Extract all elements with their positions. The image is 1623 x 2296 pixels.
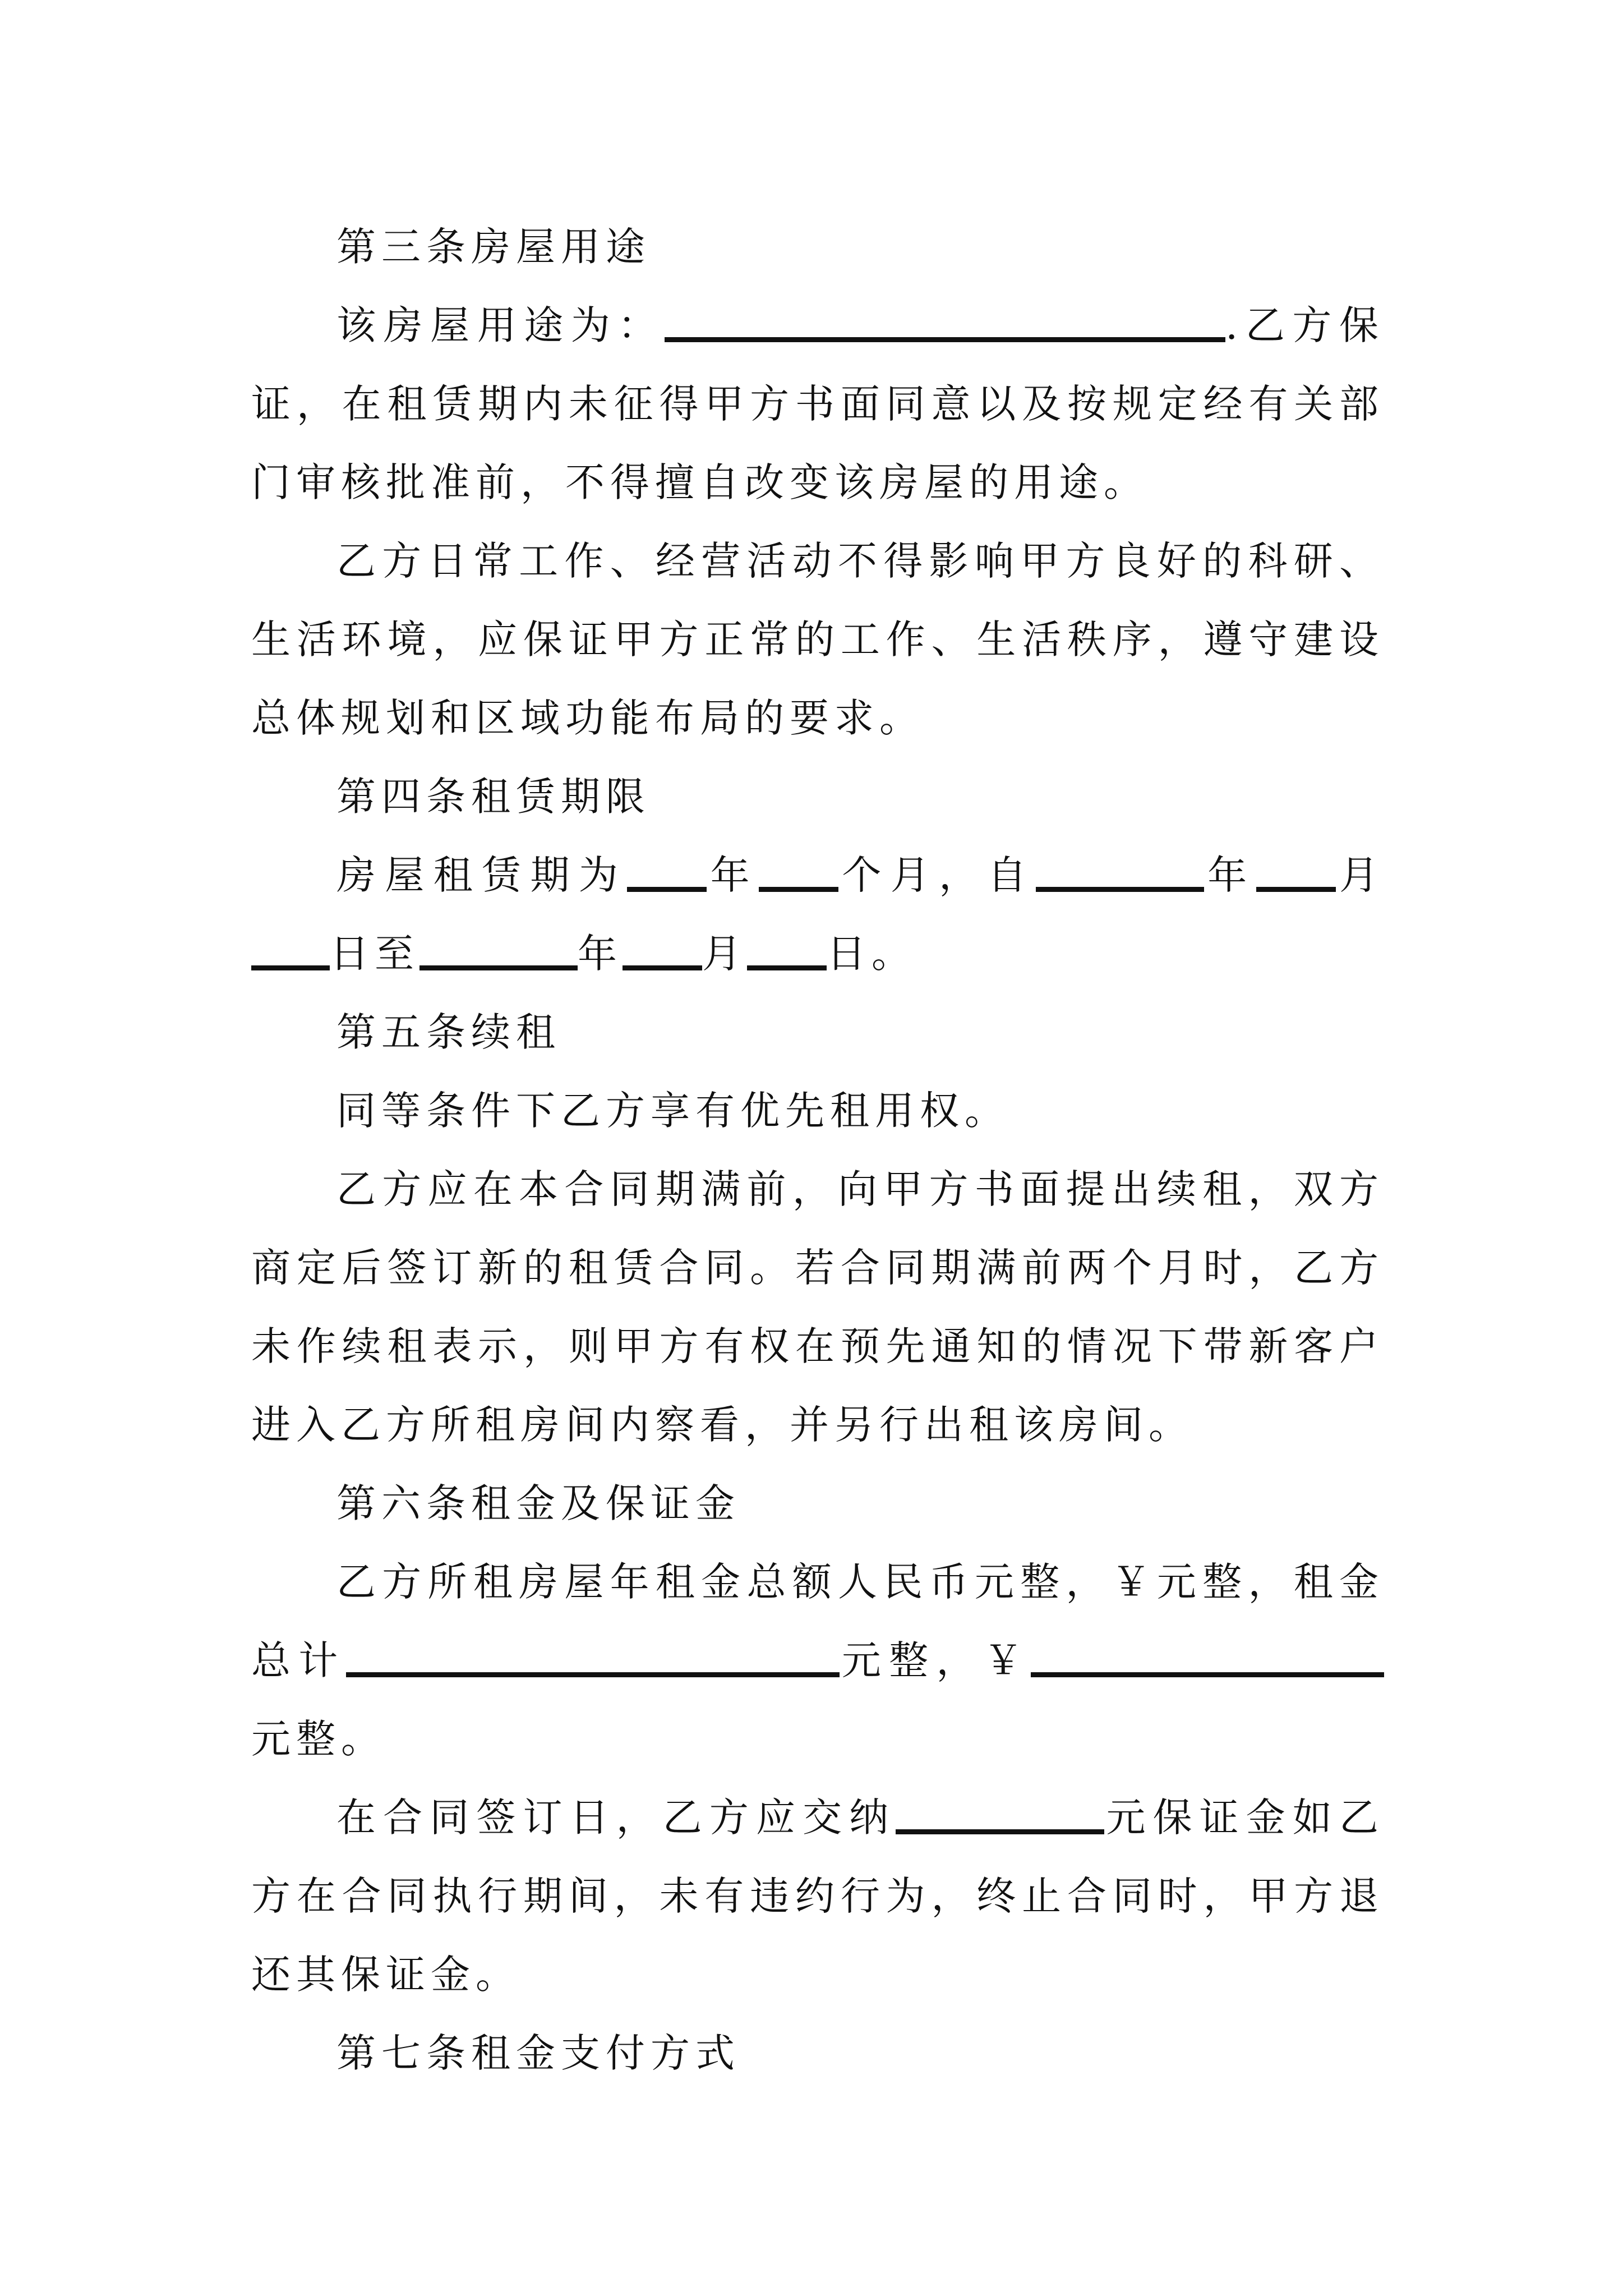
article-5-heading: 第五条续租 <box>336 1009 561 1055</box>
term-months-blank[interactable] <box>759 848 838 892</box>
article-4-term-paragraph: 房屋租赁期为 年 个月，自 年 月日至 年 月 日。 <box>251 836 1384 993</box>
article-5-renewal-paragraph: 乙方应在本合同期满前，向甲方书面提出续租，双方商定后签订新的租赁合同。若合同期满前两个月时，乙方未作续租表示，则甲方有权在预先通知的情况下带新客户进入乙方所租房间内察看，并另行出租该房间。 <box>251 1166 1384 1448</box>
contract-body <box>251 208 1384 2092</box>
total-rent-blank[interactable] <box>346 1633 840 1677</box>
article-6-deposit-paragraph: 在合同签订日，乙方应交纳 元保证金如乙方在合同执行期间，未有违约行为，终止合同时，甲方退还其保证金。 <box>251 1778 1384 2014</box>
start-month-blank[interactable] <box>1256 848 1336 892</box>
article-6-heading: 第六条租金及保证金 <box>336 1480 740 1526</box>
end-month-blank[interactable] <box>623 926 702 970</box>
article-5-priority-paragraph: 同等条件下乙方享有优先租用权。 <box>336 1088 1009 1134</box>
article-7-heading: 第七条租金支付方式 <box>336 2030 740 2076</box>
article-4-heading: 第四条租赁期限 <box>336 774 651 820</box>
end-year-blank[interactable] <box>419 926 578 970</box>
article-3-environment-paragraph: 乙方日常工作、经营活动不得影响甲方良好的科研、生活环境，应保证甲方正常的工作、生活秩序，遵守建设总体规划和区域功能布局的要求。 <box>251 538 1384 741</box>
usage-blank[interactable] <box>665 298 1225 342</box>
total-rent-yuan-blank[interactable] <box>1031 1633 1384 1677</box>
deposit-amount-blank[interactable] <box>896 1790 1104 1834</box>
article-6-rent-paragraph: 乙方所租房屋年租金总额人民币元整，￥元整，租金总计 元整，￥元整。 <box>251 1559 1384 1762</box>
term-years-blank[interactable] <box>627 848 707 892</box>
article-3-heading: 第三条房屋用途 <box>336 224 651 270</box>
article-3-usage-paragraph: 该房屋用途为： .乙方保证，在租赁期内未征得甲方书面同意以及按规定经有关部门审核批准前，不得擅自改变该房屋的用途。 <box>251 286 1384 522</box>
end-day-blank[interactable] <box>747 926 827 970</box>
start-day-blank[interactable] <box>251 926 330 970</box>
start-year-blank[interactable] <box>1036 848 1204 892</box>
